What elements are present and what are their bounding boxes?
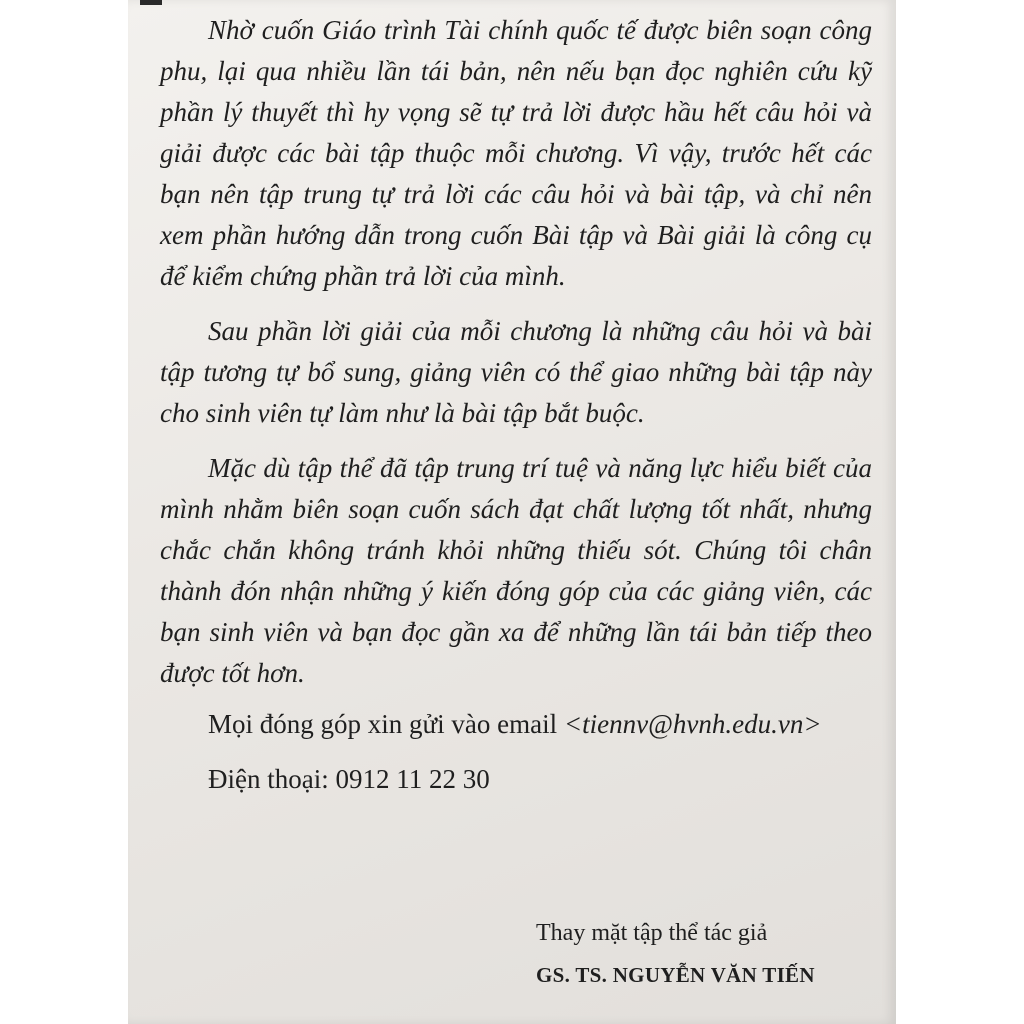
phone-line: Điện thoại: 0912 11 22 30 bbox=[208, 764, 490, 794]
email-prefix: Mọi đóng góp xin gửi vào email bbox=[208, 709, 564, 739]
paragraph-2: Sau phần lời giải của mỗi chương là những câu hỏi và bài tập tương tự bổ sung, giảng viên có thể giao những bài tập này cho sinh viên tự làm như là bài tập bắt buộc. bbox=[160, 316, 872, 428]
email-line bbox=[160, 704, 872, 745]
email-address: <tiennv@hvnh.edu.vn> bbox=[563, 709, 822, 739]
body-text bbox=[160, 10, 872, 800]
author-name: GS. TS. NGUYỄN VĂN TIẾN bbox=[536, 963, 815, 987]
page-edge-mark bbox=[140, 0, 162, 5]
paragraph-1: Nhờ cuốn Giáo trình Tài chính quốc tế được biên soạn công phu, lại qua nhiều lần tái bản, nên nếu bạn đọc nghiên cứu kỹ phần lý thuyết thì hy vọng sẽ tự trả lời được hầu hết câu hỏi và giải được các bài tập thuộc mỗi chương. Vì vậy, trước hết các bạn nên tập trung tự trả lời các câu hỏi và bài tập, và chỉ nên xem phần hướng dẫn trong cuốn Bài tập và Bài giải là công cụ để kiểm chứng phần trả lời của mình. bbox=[160, 15, 872, 291]
paragraph-3: Mặc dù tập thể đã tập trung trí tuệ và năng lực hiểu biết của mình nhằm biên soạn cuốn sách đạt chất lượng tốt nhất, nhưng chắc chắn không tránh khỏi những thiếu sót. Chúng tôi chân thành đón nhận những ý kiến đóng góp của các giảng viên, các bạn sinh viên và bạn đọc gần xa để những lần tái bản tiếp theo được tốt hơn. bbox=[160, 453, 872, 688]
signature-title: Thay mặt tập thể tác giả bbox=[536, 920, 768, 946]
signature-block bbox=[536, 912, 876, 996]
